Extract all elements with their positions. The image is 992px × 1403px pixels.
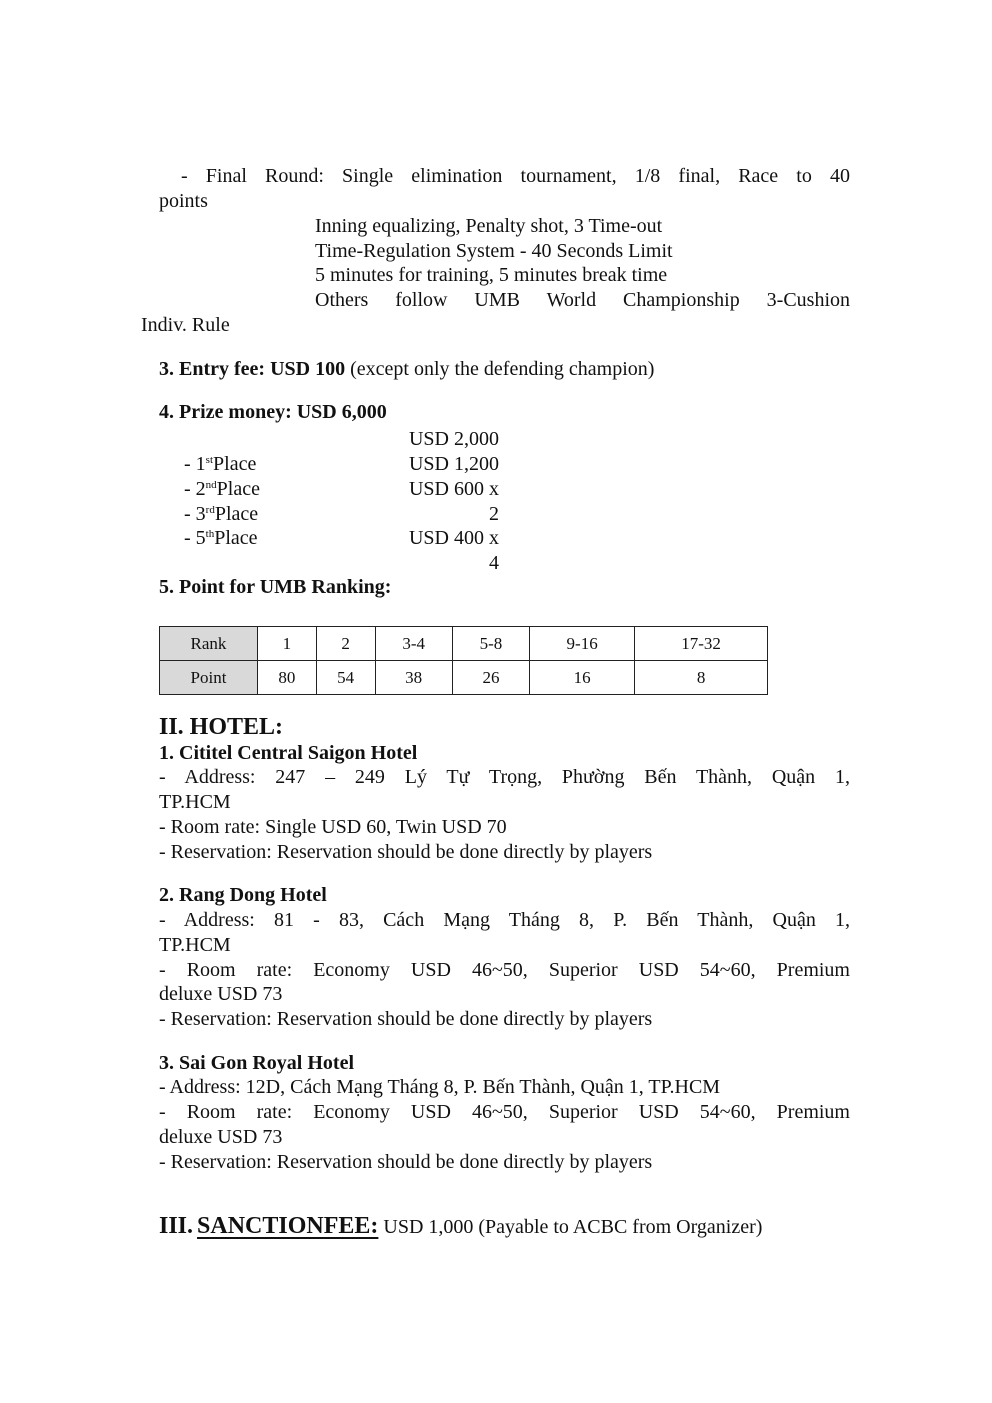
prize-amount-5: USD 400 x — [408, 527, 499, 549]
hotel-1-reservation: - Reservation: Reservation should be done directly by players — [159, 841, 653, 863]
point-header: Point — [160, 661, 258, 695]
hotel-2-name: 2. Rang Dong Hotel — [159, 884, 327, 906]
ranking-rank-row — [160, 627, 768, 661]
prize-place-2: - 2ndPlace — [184, 478, 260, 500]
rank-header: Rank — [160, 627, 258, 661]
final-round-line-5: 5 minutes for training, 5 minutes break time — [315, 264, 668, 286]
rank-cell: 5-8 — [452, 627, 529, 661]
prize-place-5: - 5thPlace — [184, 527, 258, 549]
rank-cell: 9-16 — [530, 627, 635, 661]
prize-title: 4. Prize money: USD 6,000 — [159, 401, 387, 423]
hotel-2-reservation: - Reservation: Reservation should be done directly by players — [159, 1008, 653, 1030]
hotel-1-address-1: - Address: 247 – 249 Lý Tự Trọng, Phường Bến Thành, Quận 1, — [159, 766, 850, 788]
hotel-2-address-1: - Address: 81 - 83, Cách Mạng Tháng 8, P. Bến Thành, Quận 1, — [159, 909, 850, 931]
prize-amount-6: 4 — [489, 552, 499, 574]
hotel-3-address: - Address: 12D, Cách Mạng Tháng 8, P. Bến Thành, Quận 1, TP.HCM — [159, 1076, 721, 1098]
hotel-3-name: 3. Sai Gon Royal Hotel — [159, 1052, 355, 1074]
prize-amount-3: USD 600 x — [408, 478, 499, 500]
rank-cell: 1 — [258, 627, 317, 661]
final-round-line-4: Time-Regulation System - 40 Seconds Limit — [315, 240, 673, 262]
rank-cell: 3-4 — [375, 627, 452, 661]
final-round-line-2: points — [159, 190, 208, 212]
sanction-label: SANCTIONFEE: — [197, 1213, 379, 1239]
hotel-3-reservation: - Reservation: Reservation should be done directly by players — [159, 1151, 653, 1173]
rank-cell: 2 — [316, 627, 375, 661]
ranking-point-row — [160, 661, 768, 695]
entry-fee — [159, 357, 654, 382]
hotel-3-rate-1: - Room rate: Economy USD 46~50, Superior USD 54~60, Premium — [159, 1101, 850, 1123]
prize-place-3: - 3rdPlace — [184, 503, 259, 525]
point-cell: 26 — [452, 661, 529, 695]
point-cell: 38 — [375, 661, 452, 695]
point-cell: 16 — [530, 661, 635, 695]
final-round-line-3: Inning equalizing, Penalty shot, 3 Time-out — [315, 215, 663, 237]
hotel-1-address-2: TP.HCM — [159, 791, 231, 813]
prize-amount-2: USD 1,200 — [408, 453, 499, 475]
prize-amount-4: 2 — [489, 503, 499, 525]
entry-fee-note: (except only the defending champion) — [345, 358, 655, 380]
hotel-2-address-2: TP.HCM — [159, 934, 231, 956]
entry-fee-label: 3. Entry fee: USD 100 — [159, 358, 346, 380]
point-cell: 54 — [316, 661, 375, 695]
point-cell: 80 — [258, 661, 317, 695]
hotel-3-rate-2: deluxe USD 73 — [159, 1126, 283, 1148]
final-round-line-6: Others follow UMB World Championship 3-Cushion — [315, 289, 850, 311]
hotel-1-rate: - Room rate: Single USD 60, Twin USD 70 — [159, 816, 507, 838]
rank-cell: 17-32 — [635, 627, 768, 661]
sanction-text: USD 1,000 (Payable to ACBC from Organizer) — [378, 1216, 763, 1238]
sanction-prefix: III. — [159, 1213, 194, 1239]
sanction-fee — [159, 1212, 762, 1244]
final-round-line-1: - Final Round: Single elimination tournament, 1/8 final, Race to 40 — [181, 165, 850, 187]
hotel-heading: II. HOTEL: — [159, 714, 284, 740]
ranking-table — [159, 626, 768, 695]
ranking-title: 5. Point for UMB Ranking: — [159, 576, 392, 598]
hotel-2-rate-2: deluxe USD 73 — [159, 983, 283, 1005]
final-round-line-7: Indiv. Rule — [141, 314, 230, 336]
prize-place-1: - 1stPlace — [184, 453, 257, 475]
prize-amount-1: USD 2,000 — [408, 428, 499, 450]
hotel-2-rate-1: - Room rate: Economy USD 46~50, Superior USD 54~60, Premium — [159, 959, 850, 981]
point-cell: 8 — [635, 661, 768, 695]
hotel-1-name: 1. Cititel Central Saigon Hotel — [159, 742, 418, 764]
